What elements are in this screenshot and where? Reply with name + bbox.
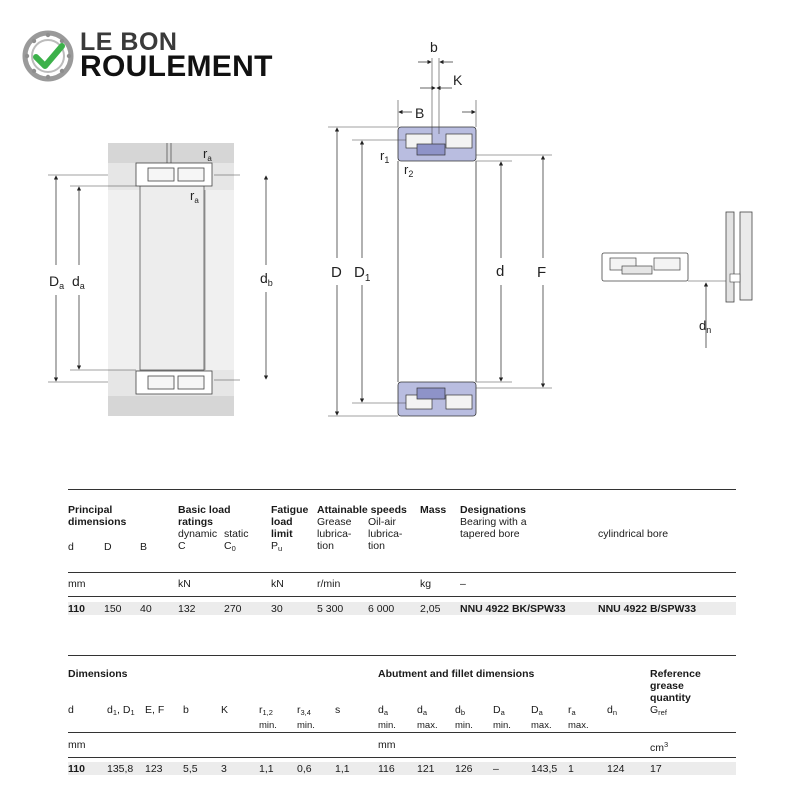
t2-h-dimensions: Dimensions xyxy=(68,668,128,680)
t1-val-C: 132 xyxy=(178,603,196,615)
t2-col-G: $G_{ref}$ xyxy=(650,704,667,717)
t2-col-EF: E, F xyxy=(145,704,165,716)
t1-h-static: static xyxy=(224,528,249,540)
t1-h-speeds: Attainable speeds xyxy=(317,504,407,516)
t2-col-da-min: $d_a$ min. xyxy=(378,704,396,731)
t1-col-Pu: $P_u$ xyxy=(271,540,283,553)
t2-val-db: 126 xyxy=(455,763,473,775)
table2-mid-rule xyxy=(68,732,736,733)
t2-val-b: 5,5 xyxy=(183,763,198,775)
t1-unit-kN: kN xyxy=(178,578,191,590)
label-b: b xyxy=(430,39,438,55)
t1-val-d: 110 xyxy=(68,603,85,615)
label-da: $d_a$ xyxy=(72,273,85,291)
t1-h-load: Basic load xyxy=(178,504,231,516)
t1-col-d: d xyxy=(68,541,74,553)
t2-val-r34: 0,6 xyxy=(297,763,312,775)
t2-col-da-max: $d_a$ max. xyxy=(417,704,438,731)
t2-val-ra: 1 xyxy=(568,763,574,775)
t1-col-C0: $C_0$ xyxy=(224,540,236,553)
t1-h-desig2: Bearing with a xyxy=(460,516,527,528)
table1-mid-rule xyxy=(68,572,736,573)
t2-val-da-max: 121 xyxy=(417,763,435,775)
logo-line1: LE BON xyxy=(80,28,178,56)
t1-h-load2: ratings xyxy=(178,516,214,528)
t1-val-C0: 270 xyxy=(224,603,242,615)
t2-h-abut: Abutment and fillet dimensions xyxy=(378,668,535,680)
t1-val-mass: 2,05 xyxy=(420,603,441,615)
t2-val-Da-min: – xyxy=(493,763,499,775)
t2-unit-cm3: $cm^3$ xyxy=(650,740,669,754)
t1-h-fatigue2: load xyxy=(271,516,293,528)
t1-val-tapered: NNU 4922 BK/SPW33 xyxy=(460,603,566,615)
table2-top-rule xyxy=(68,655,736,656)
t1-val-D: 150 xyxy=(104,603,122,615)
label-db: $d_b$ xyxy=(260,270,273,288)
t2-col-dn: $d_n$ xyxy=(607,704,618,717)
table1-top-rule xyxy=(68,489,736,490)
t1-col-C: C xyxy=(178,540,186,552)
table2-unit-rule xyxy=(68,757,736,758)
label-F: F xyxy=(537,264,547,281)
t2-val-r12: 1,1 xyxy=(259,763,274,775)
t1-h-fatigue: Fatigue xyxy=(271,504,309,516)
t2-col-b: b xyxy=(183,704,189,716)
t1-h-grease: Grease xyxy=(317,516,352,528)
t1-val-cyl: NNU 4922 B/SPW33 xyxy=(598,603,697,615)
t1-h-mass: Mass xyxy=(420,504,447,516)
t1-h-dynamic: dynamic xyxy=(178,528,218,540)
t1-h-oil3: tion xyxy=(368,540,385,552)
t1-val-oil: 6 000 xyxy=(368,603,395,615)
t1-h-oil2: lubrica- xyxy=(368,528,403,540)
t2-val-G: 17 xyxy=(650,763,662,775)
mounting-view xyxy=(108,143,240,416)
label-r1: $r_1$ xyxy=(380,148,390,165)
label-B: B xyxy=(415,105,425,121)
t2-col-d1D1: $d_1$, $D_1$ xyxy=(107,704,135,717)
t1-unit-kg: kg xyxy=(420,578,432,590)
t2-val-d: 110 xyxy=(68,763,85,775)
t2-val-s: 1,1 xyxy=(335,763,350,775)
label-D: D xyxy=(331,264,342,281)
label-Da: $D_a$ xyxy=(49,273,65,291)
t2-val-d1D1: 135,8 xyxy=(107,763,134,775)
label-r2: $r_2$ xyxy=(404,162,414,179)
t1-h-cyl: cylindrical bore xyxy=(598,528,669,540)
logo-line2: ROULEMENT xyxy=(80,50,273,83)
t2-col-Da-min: $D_a$ min. xyxy=(493,704,511,731)
label-K: K xyxy=(453,72,463,88)
table2-row-bg xyxy=(68,762,736,775)
t1-val-B: 40 xyxy=(140,603,152,615)
t2-h-ref2: grease xyxy=(650,680,684,692)
t2-val-da-min: 116 xyxy=(378,763,395,775)
t2-col-db: $d_b$ min. xyxy=(455,704,473,731)
t1-h-grease3: tion xyxy=(317,540,334,552)
t1-h-oil: Oil-air xyxy=(368,516,396,528)
label-D1: $D_1$ xyxy=(354,264,371,284)
t1-val-grease: 5 300 xyxy=(317,603,344,615)
t1-h-principal: Principal xyxy=(68,504,113,516)
t1-unit-kN2: kN xyxy=(271,578,284,590)
t1-h-fatigue3: limit xyxy=(271,528,293,540)
t2-val-K: 3 xyxy=(221,763,227,775)
t2-val-EF: 123 xyxy=(145,763,163,775)
t2-val-Da-max: 143,5 xyxy=(531,763,558,775)
t2-col-K: K xyxy=(221,704,229,716)
t2-col-d: d xyxy=(68,704,74,716)
t2-unit-mm2: mm xyxy=(378,739,396,751)
label-dn: $d_n$ xyxy=(699,318,712,335)
t2-col-r12: $r_{1,2}$ min. xyxy=(259,704,277,731)
t2-val-dn: 124 xyxy=(607,763,625,775)
t2-col-s: s xyxy=(335,704,341,716)
t2-h-ref3: quantity xyxy=(650,692,691,704)
t2-h-ref: Reference xyxy=(650,668,701,680)
t1-h-principal2: dimensions xyxy=(68,516,127,528)
t1-h-desig: Designations xyxy=(460,504,526,516)
t1-h-desig3: tapered bore xyxy=(460,528,520,540)
t1-val-Pu: 30 xyxy=(271,603,283,615)
t1-unit-dash: – xyxy=(460,578,466,590)
lubrication-detail xyxy=(602,212,752,302)
t1-h-grease2: lubrica- xyxy=(317,528,352,540)
t1-col-B: B xyxy=(140,541,148,553)
t2-unit-mm: mm xyxy=(68,739,86,751)
label-d: d xyxy=(496,263,505,280)
t2-col-ra: $r_a$ max. xyxy=(568,704,589,731)
t1-unit-mm: mm xyxy=(68,578,86,590)
label-ra-top: $r_a$ xyxy=(203,146,212,163)
t2-col-Da-max: $D_a$ max. xyxy=(531,704,552,731)
t1-col-D: D xyxy=(104,541,112,553)
t1-unit-rmin: r/min xyxy=(317,578,341,590)
t2-col-r34: $r_{3,4}$ min. xyxy=(297,704,315,731)
label-ra-mid: $r_a$ xyxy=(190,188,199,205)
table1-unit-rule xyxy=(68,596,736,597)
